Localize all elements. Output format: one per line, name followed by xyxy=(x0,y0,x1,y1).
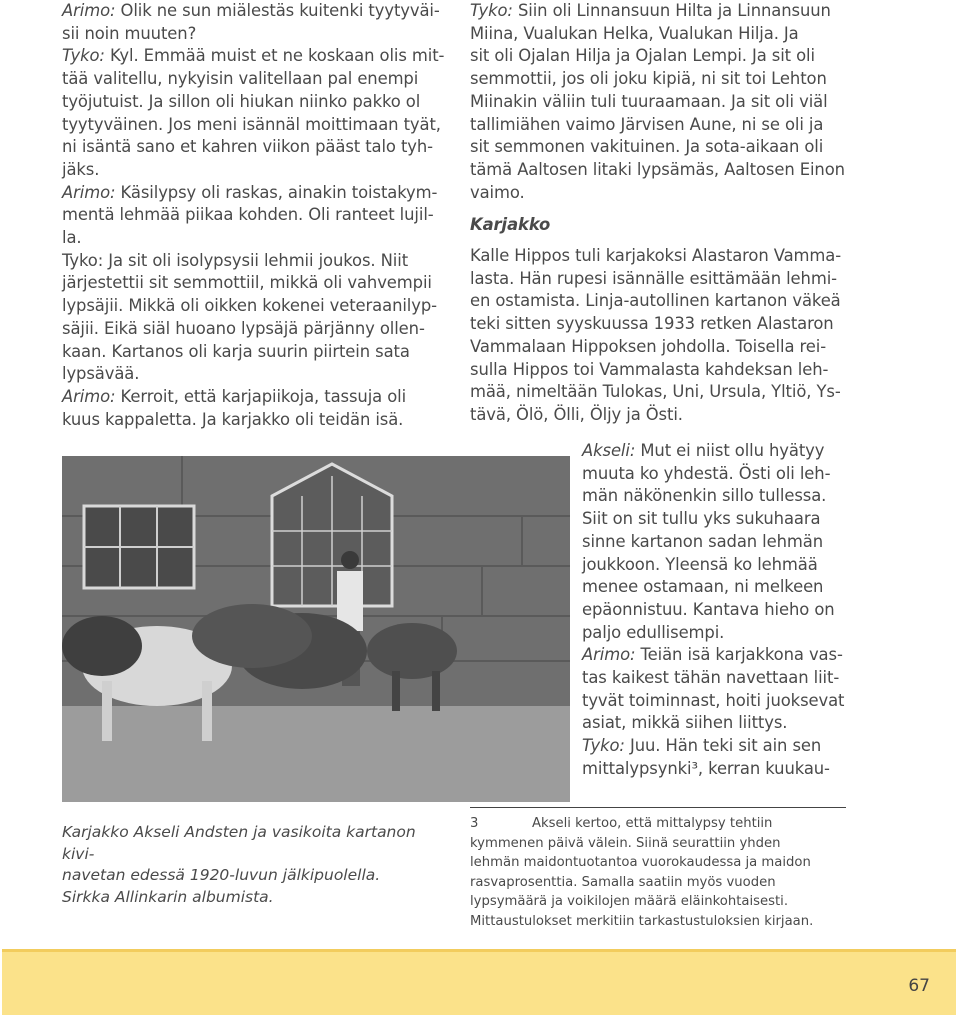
footnote-line: rasvaprosenttia. Samalla saatiin myös vuoden xyxy=(470,874,776,890)
text-line: teki sitten syyskuussa 1933 retken Alastaron xyxy=(470,314,834,334)
line-text: asiat, mikkä siihen liittys. xyxy=(582,713,788,733)
text-line xyxy=(470,0,846,23)
text-line xyxy=(582,485,846,508)
text-line xyxy=(62,204,446,227)
text-line xyxy=(62,386,446,409)
line-text: kaan. Kartanos oli karja suurin piirtein sata xyxy=(62,341,410,361)
text-line xyxy=(62,318,446,341)
left-text-column xyxy=(62,0,446,431)
line-text: jäks. xyxy=(62,159,100,179)
text-line xyxy=(62,45,446,68)
right-lines xyxy=(470,0,846,204)
text-line xyxy=(582,463,846,486)
text-line xyxy=(582,531,846,554)
text-line: sulla Hippos toi Vammalasta kahdeksan leh- xyxy=(470,359,829,379)
line-text: joukkoon. Yleensä ko lehmää xyxy=(582,554,818,574)
section-heading: Karjakko xyxy=(470,215,551,235)
line-text: Miina, Vualukan Helka, Vualukan Hilja. Ja xyxy=(470,23,799,43)
speaker-name: Arimo: xyxy=(62,182,116,202)
text-line xyxy=(62,250,446,273)
text-line xyxy=(470,136,846,159)
line-text: Kerroit, että karjapiikoja, tassuja oli xyxy=(115,386,407,406)
text-line: tävä, Ölö, Ölli, Öljy ja Östi. xyxy=(470,404,683,424)
footer-band xyxy=(2,949,956,1015)
left-lines xyxy=(62,0,446,431)
line-text: sii noin muuten? xyxy=(62,23,197,43)
footnote-line: lehmän maidontuotantoa vuorokaudessa ja maidon xyxy=(470,855,811,870)
text-line xyxy=(582,599,846,622)
text-line xyxy=(582,712,846,735)
text-line: en ostamista. Linja-autollinen kartanon väkeä xyxy=(470,291,841,311)
text-line xyxy=(470,91,846,114)
barn-cows-photo xyxy=(62,456,570,802)
narrow-lines xyxy=(582,440,846,781)
line-text: Mut ei niist ollu hyätyy xyxy=(635,441,825,460)
speaker-name: Arimo: xyxy=(62,1,116,20)
speaker-name: Arimo: xyxy=(62,386,116,406)
text-line: Karjakko Akseli Andsten ja vasikoita kartanon kivi- xyxy=(62,823,416,863)
text-line xyxy=(470,68,846,91)
text-line xyxy=(470,159,846,182)
line-text: Olik ne sun miälestäs kuitenki tyytyväi- xyxy=(115,1,440,20)
text-line xyxy=(62,159,446,182)
text-line xyxy=(582,758,846,781)
line-text: Siit on sit tullu yks sukuhaara xyxy=(582,509,821,529)
photo-caption xyxy=(62,822,446,908)
line-text: la. xyxy=(62,228,82,248)
text-line xyxy=(62,68,446,91)
footnote-body xyxy=(470,814,846,834)
historical-photo xyxy=(62,456,570,802)
footnote-first-line: Akseli kertoo, että mittalypsy tehtiin xyxy=(532,816,773,831)
line-text: lypsävää. xyxy=(62,364,140,384)
speaker-name: Tyko: xyxy=(62,46,105,66)
line-text: Kyl. Emmää muist et ne koskaan olis mit- xyxy=(104,46,445,66)
line-text: muuta ko yhdestä. Östi oli leh- xyxy=(582,463,831,483)
text-line xyxy=(62,363,446,386)
text-line: Vammalaan Hippoksen johdolla. Toisella rei- xyxy=(470,336,827,356)
text-line xyxy=(62,114,446,137)
text-line xyxy=(62,409,446,432)
line-text: kuus kappaletta. Ja karjakko oli teidän isä. xyxy=(62,409,404,429)
page-number: 67 xyxy=(908,976,930,996)
text-line xyxy=(582,576,846,599)
text-line xyxy=(62,341,446,364)
line-text: mittalypsynki³, kerran kuukau- xyxy=(582,758,830,778)
line-text: säjii. Eikä siäl huoano lypsäjä pärjänny ollen- xyxy=(62,318,425,338)
line-text: tyvät toiminnast, hoiti juoksevat xyxy=(582,690,845,710)
line-text: Miinakin väliin tuli tuuraamaan. Ja sit oli viäl xyxy=(470,91,828,111)
text-line xyxy=(62,136,446,159)
line-text: sinne kartanon sadan lehmän xyxy=(582,531,823,551)
footnote xyxy=(470,807,846,931)
text-line xyxy=(62,91,446,114)
line-text: mentä lehmää piikaa kohden. Oli ranteet lujil- xyxy=(62,205,434,225)
line-text: semmottii, jos oli joku kipiä, ni sit toi Lehton xyxy=(470,69,827,89)
text-line: navetan edessä 1920-luvun jälkipuolella. xyxy=(62,866,381,884)
line-text: Käsilypsy oli raskas, ainakin toistakym- xyxy=(115,182,438,202)
footnote-line: kymmenen päivä välein. Siinä seurattiin yhden xyxy=(470,835,781,851)
speaker-name: Akseli: xyxy=(582,441,636,460)
line-text: män näkönenkin sillo tullessa. xyxy=(582,486,827,506)
line-text: epäonnistuu. Kantava hieho on xyxy=(582,599,835,619)
line-text: tallimiähen vaimo Järvisen Aune, ni se oli ja xyxy=(470,114,824,134)
text-line: Kalle Hippos tuli karjakoksi Alastaron Vamma- xyxy=(470,246,842,266)
speaker-name: Tyko: xyxy=(470,1,513,20)
line-text: ni isäntä sano et kahren viikon pääst talo tyh- xyxy=(62,137,433,157)
right-narrow-column xyxy=(582,440,846,781)
text-line xyxy=(582,667,846,690)
text-line xyxy=(582,690,846,713)
text-line xyxy=(470,182,846,205)
line-text: Teiän isä karjakkona vas- xyxy=(635,645,843,665)
text-line xyxy=(582,554,846,577)
caption-lines xyxy=(62,822,446,908)
speaker-name: Tyko: xyxy=(582,736,625,756)
text-line xyxy=(62,182,446,205)
line-text: Tyko: Ja sit oli isolypsysii lehmii joukos. Niit xyxy=(62,250,409,270)
line-text: tas kaikest tähän navettaan liit- xyxy=(582,668,840,688)
line-text: lypsäjii. Mikkä oli oikken kokenei veteraanilyp- xyxy=(62,296,437,316)
text-line xyxy=(62,272,446,295)
text-line xyxy=(62,0,446,23)
text-line xyxy=(62,227,446,250)
section-lines xyxy=(470,245,846,427)
text-line xyxy=(62,23,446,46)
footnote-line: Mittaustulokset merkitiin tarkastustuloksien kirjaan. xyxy=(470,913,814,929)
line-text: sit oli Ojalan Hilja ja Ojalan Lempi. Ja sit oli xyxy=(470,46,815,66)
line-text: tämä Aaltosen litaki lypsämäs, Aaltosen Einon xyxy=(470,159,845,179)
text-line xyxy=(582,735,846,758)
line-text: menee ostamaan, ni melkeen xyxy=(582,577,824,597)
right-text-column xyxy=(470,0,846,427)
line-text: paljo edullisempi. xyxy=(582,622,725,642)
line-text: Juu. Hän teki sit ain sen xyxy=(624,736,822,756)
text-line xyxy=(470,45,846,68)
line-text: sit semmonen vakituinen. Ja sota-aikaan oli xyxy=(470,137,824,157)
text-line: mää, nimeltään Tulokas, Uni, Ursula, Yltiö, Ys- xyxy=(470,382,841,402)
text-line xyxy=(582,644,846,667)
text-line xyxy=(582,622,846,645)
footnote-line: lypsymäärä ja voikilojen määrä eläinkohtaisesti. xyxy=(470,894,789,909)
text-line: lasta. Hän rupesi isännälle esittämään lehmi- xyxy=(470,268,837,288)
text-line: Sirkka Allinkarin albumista. xyxy=(62,887,274,906)
line-text: vaimo. xyxy=(470,182,525,202)
text-line xyxy=(470,23,846,46)
text-line xyxy=(582,440,846,463)
line-text: tää valitellu, nykyisin valitellaan pal enempi xyxy=(62,69,419,89)
line-text: Siin oli Linnansuun Hilta ja Linnansuun xyxy=(512,1,831,20)
text-line xyxy=(582,508,846,531)
footnote-number: 3 xyxy=(470,816,479,831)
text-line xyxy=(470,114,846,137)
line-text: tyytyväinen. Jos meni isännäl moittimaan tyät, xyxy=(62,114,441,134)
line-text: työjutuist. Ja sillon oli hiukan niinko pakko ol xyxy=(62,91,421,111)
line-text: järjestettii sit semmottiil, mikkä oli vahvempii xyxy=(62,273,432,293)
text-line xyxy=(62,295,446,318)
speaker-name: Arimo: xyxy=(582,645,636,665)
